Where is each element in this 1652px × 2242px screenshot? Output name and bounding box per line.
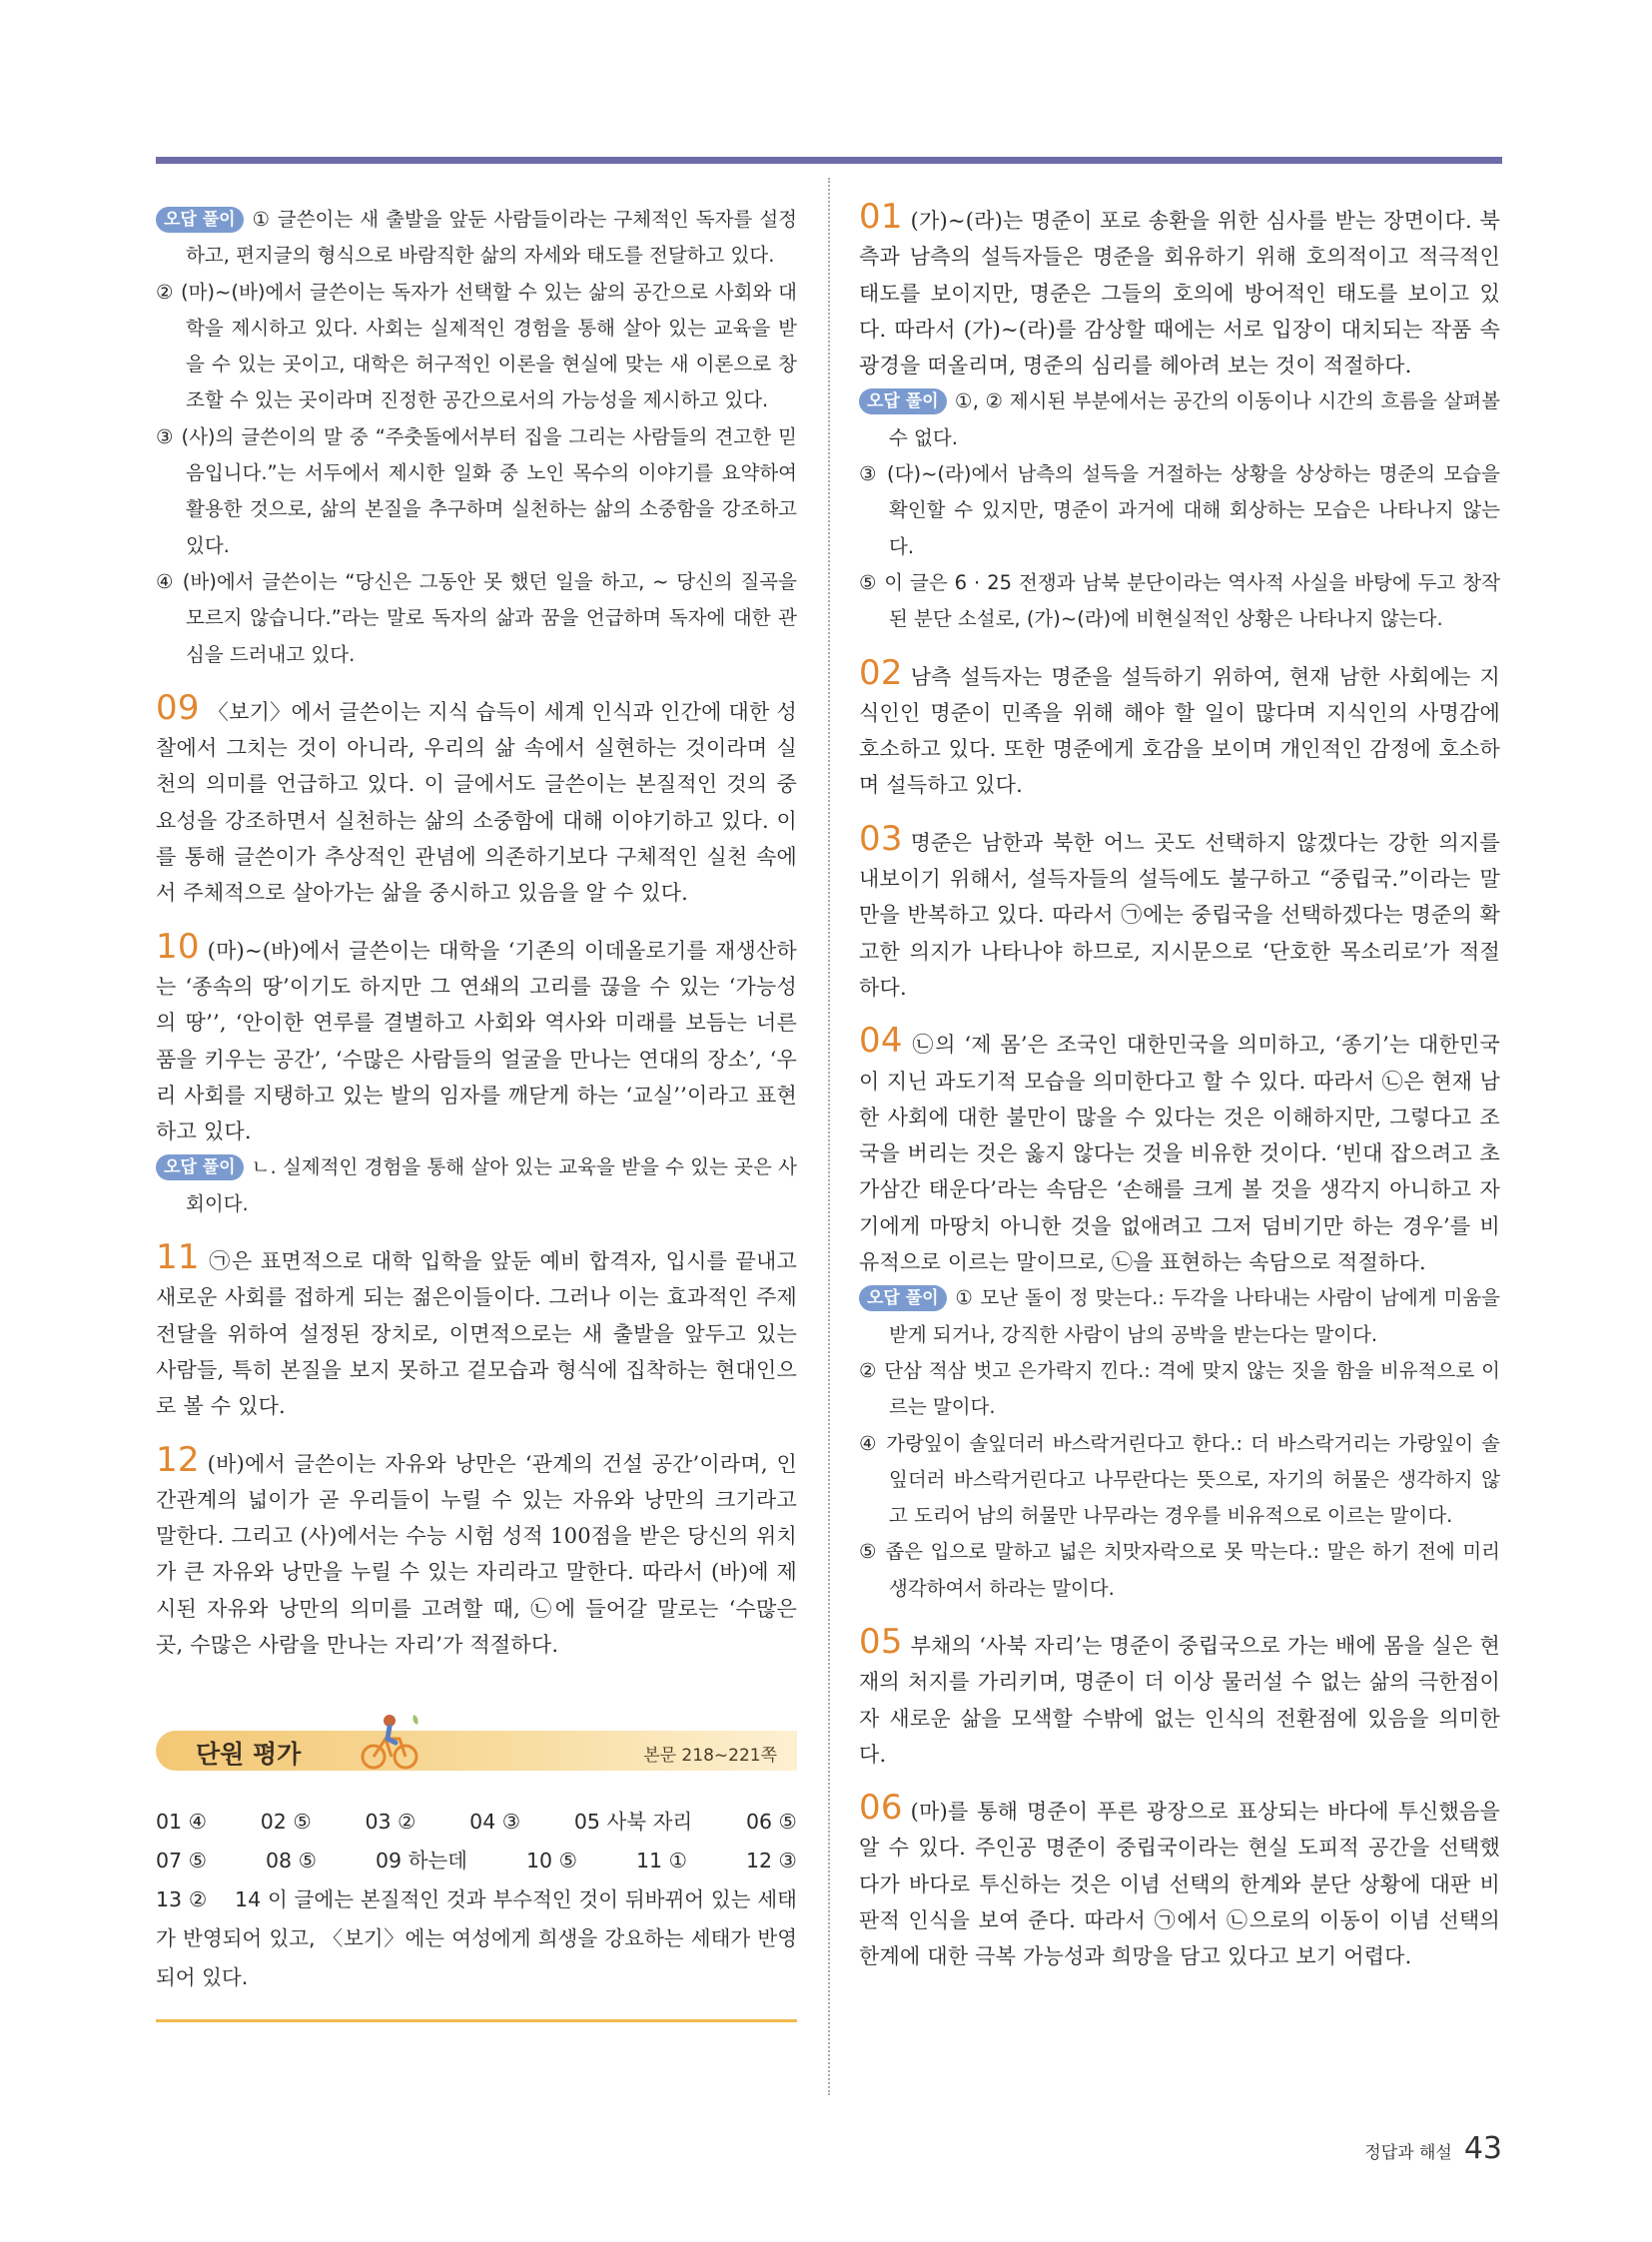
answer-04: 04 ㉡의 ‘제 몸’은 조국인 대한민국을 의미하고, ‘종기’는 대한민국이 지닌 과도기적 모습을 의미한다고 할 수 있다. 따라서 ㉡은 현재 남한 사회에 대한 불만이 많을 수 있다는 것은 이해하지만, 그렇다고 조국을 버리는 것은 옳지 않다는 것을 비유한 것이다. ‘빈대 잡으려고 초가삼간 태운다’라는 속담은 ‘손해를 크게 볼 것을 생각지 아니하고 자기에게 마땅치 아니한 것을 없애려고 그저 덤비기만 하는 경우’를 비유적으로 이르는 말이므로, ㉡을 표현하는 속담으로 적절하다. xyxy=(859,1021,1500,1275)
answer-05: 05 부채의 ‘사북 자리’는 명준이 중립국으로 가는 배에 몸을 실은 현재의 처지를 가리키며, 명준이 더 이상 물러설 수 없는 삶의 극한점이자 새로운 삶을 모색할 수밖에 없는 인식의 전환점에 있음을 의미한다. xyxy=(859,1621,1500,1767)
question-number: 12 xyxy=(156,1439,200,1480)
answer-11: 11 ㉠은 표면적으로 대학 입학을 앞둔 예비 합격자, 입시를 끝내고 새로운 사회를 접하게 되는 젊은이들이다. 그러나 이는 효과적인 주제 전달을 위하여 설정된 장치로, 이면적으로는 새 출발을 앞두고 있는 사람들, 특히 본질을 보지 못하고 겉모습과 형식에 집착하는 현대인으로 볼 수 있다. xyxy=(156,1237,797,1419)
answer-item: 11 ① xyxy=(635,1849,687,1873)
note-item: ④ (바)에서 글쓴이는 “당신은 그동안 못 했던 일을 하고, ~ 당신의 질곡을 모르지 않습니다.”라는 말로 독자의 삶과 꿈을 언급하며 독자에 대한 관심을 드러내고 있다. xyxy=(156,569,797,666)
answer-item: 04 ③ xyxy=(469,1810,521,1835)
unit-test-title: 단원 평가 xyxy=(196,1740,302,1770)
question-number: 06 xyxy=(859,1788,903,1829)
question-number: 01 xyxy=(859,197,903,237)
left-column xyxy=(156,202,797,2022)
answer-item: 05 사북 자리 xyxy=(573,1810,693,1835)
cyclist-icon xyxy=(356,1709,425,1777)
column-divider xyxy=(828,178,830,2095)
answer-02: 02 남측 설득자는 명준을 설득하기 위하여, 현재 남한 사회에는 지식인인 명준이 민족을 위해 해야 할 일이 많다며 지식인의 사명감에 호소하고 있다. 또한 명준에게 호감을 보이며 개인적인 감정에 호소하며 설득하고 있다. xyxy=(859,652,1500,798)
question-number: 05 xyxy=(859,1621,903,1662)
question-number: 10 xyxy=(156,926,200,967)
top-rule xyxy=(156,157,1502,164)
answer-01-notes xyxy=(859,383,1500,637)
right-column xyxy=(859,197,1500,1975)
answer-item: 09 하는데 xyxy=(375,1849,467,1873)
answer-01: 01 (가)~(라)는 명준이 포로 송환을 위한 심사를 받는 장면이다. 북측과 남측의 설득자들은 명준을 회유하기 위해 호의적이고 적극적인 태도를 보이지만, 명준은 그들의 호의에 방어적인 태도를 보이고 있다. 따라서 (가)~(라)를 감상할 때에는 서로 입장이 대치되는 작품 속 광경을 떠올리며, 명준의 심리를 헤아려 보는 것이 적절하다. xyxy=(859,197,1500,378)
answer-item: 08 ⑤ xyxy=(265,1849,317,1873)
wrong-answer-tag: 오답 풀이 xyxy=(859,1285,947,1311)
bottom-rule xyxy=(156,2019,797,2022)
question-number: 02 xyxy=(859,652,903,693)
question-number: 03 xyxy=(859,818,903,859)
note-item: ② 단삼 적삼 벗고 은가락지 낀다.: 격에 맞지 않는 짓을 함을 비유적으로 이르는 말이다. xyxy=(859,1358,1500,1419)
question-number: 09 xyxy=(156,687,200,728)
answer-12: 12 (바)에서 글쓴이는 자유와 낭만은 ‘관계의 건설 공간’이라며, 인간관계의 넓이가 곧 우리들이 누릴 수 있는 자유와 낭만의 크기라고 말한다. 그리고 (사)에서는 수능 시험 성적 100점을 받은 당신의 위치가 큰 자유와 낭만을 누릴 수 있는 자리라고 말한다. 따라서 (바)에 제시된 자유와 낭만의 의미를 고려할 때, ㉡에 들어갈 말로는 ‘수많은 곳, 수많은 사람을 만나는 자리’가 적절하다. xyxy=(156,1439,797,1657)
answer-item: 12 ③ xyxy=(745,1849,797,1873)
wrong-answer-tag: 오답 풀이 xyxy=(156,207,244,233)
answer-key xyxy=(156,1803,797,1997)
unit-test-banner xyxy=(156,1717,797,1777)
answer-04-notes xyxy=(859,1280,1500,1607)
note-item: 오답 풀이 ① 글쓴이는 새 출발을 앞둔 사람들이라는 구체적인 독자를 설정하고, 편지글의 형식으로 바람직한 삶의 자세와 태도를 전달하고 있다. xyxy=(156,202,797,275)
note-item: ③ (사)의 글쓴이의 말 중 “주춧돌에서부터 집을 그리는 사람들의 견고한 믿음입니다.”는 서두에서 제시한 일화 중 노인 목수의 이야기를 요약하여 활용한 것으로, 삶의 본질을 추구하며 실천하는 삶의 소중함을 강조하고 있다. xyxy=(156,424,797,557)
note-item: 오답 풀이 ① 모난 돌이 정 맞는다.: 두각을 나타내는 사람이 남에게 미움을 받게 되거나, 강직한 사람이 남의 공박을 받는다는 말이다. xyxy=(859,1280,1500,1353)
answer-item: 10 ⑤ xyxy=(525,1849,577,1873)
note-item: ② (마)~(바)에서 글쓴이는 독자가 선택할 수 있는 삶의 공간으로 사회와 대학을 제시하고 있다. 사회는 실제적인 경험을 통해 살아 있는 교육을 받을 수 있는 곳이고, 대학은 허구적인 이론을 현실에 맞는 새 이론으로 창조할 수 있는 곳이라며 진정한 공간으로서의 가능성을 제시하고 있다. xyxy=(156,280,797,412)
page-footer xyxy=(1364,2131,1502,2166)
answer-item: 02 ⑤ xyxy=(260,1810,312,1835)
answer-03: 03 명준은 남한과 북한 어느 곳도 선택하지 않겠다는 강한 의지를 내보이기 위해서, 설득자들의 설득에도 불구하고 “중립국.”이라는 말만을 반복하고 있다. 따라서 ㉠에는 중립국을 선택하겠다는 명준의 확고한 의지가 나타나야 하므로, 지시문으로 ‘단호한 목소리로’가 적절하다. xyxy=(859,818,1500,1000)
answer-item: 07 ⑤ xyxy=(156,1849,207,1873)
answer-10: 10 (마)~(바)에서 글쓴이는 대학을 ‘기존의 이데올로기를 재생산하는 ‘종속의 땅’이기도 하지만 그 연쇄의 고리를 끊을 수 있는 ‘가능성의 땅’’, ‘안이한 연루를 결별하고 사회와 역사와 미래를 보듬는 너른 품을 키우는 공간’, ‘수많은 사람들의 얼굴을 만나는 연대의 장소’, ‘우리 사회를 지탱하고 있는 발의 임자를 깨닫게 하는 ‘교실’’이라고 표현하고 있다. xyxy=(156,926,797,1144)
note-item: ④ 가랑잎이 솔잎더러 바스락거린다고 한다.: 더 바스락거리는 가랑잎이 솔잎더러 바스락거린다고 나무란다는 뜻으로, 자기의 허물은 생각하지 않고 도리어 남의 허물만 나무라는 경우를 비유적으로 이르는 말이다. xyxy=(859,1431,1500,1528)
note-item: ⑤ 좁은 입으로 말하고 넓은 치맛자락으로 못 막는다.: 말은 하기 전에 미리 생각하여서 하라는 말이다. xyxy=(859,1540,1500,1600)
answer-item: 01 ④ xyxy=(156,1810,207,1835)
note-item: ③ (다)~(라)에서 남측의 설득을 거절하는 상황을 상상하는 명준의 모습을 확인할 수 있지만, 명준이 과거에 대해 회상하는 모습은 나타나지 않는다. xyxy=(859,462,1500,558)
page-number: 43 xyxy=(1463,2131,1502,2166)
question-number: 04 xyxy=(859,1021,903,1062)
answer-09: 09 〈보기〉에서 글쓴이는 지식 습득이 세계 인식과 인간에 대한 성찰에서 그치는 것이 아니라, 우리의 삶 속에서 실현하는 것이라며 실천의 의미를 언급하고 있다. 이 글에서도 글쓴이는 본질적인 것의 중요성을 강조하면서 실천하는 삶의 소중함에 대해 이야기하고 있다. 이를 통해 글쓴이가 추상적인 관념에 의존하기보다 구체적인 실천 속에서 주체적으로 살아가는 삶을 중시하고 있음을 알 수 있다. xyxy=(156,687,797,906)
answer-06: 06 (마)를 통해 명준이 푸른 광장으로 표상되는 바다에 투신했음을 알 수 있다. 주인공 명준이 중립국이라는 현실 도피적 공간을 선택했다가 바다로 투신하는 것은 이념 선택의 한계와 분단 상황에 대판 비판적 인식을 보여 준다. 따라서 ㉠에서 ㉡으로의 이동이 이념 선택의 한계에 대한 극복 가능성과 희망을 담고 있다고 보기 어렵다. xyxy=(859,1788,1500,1969)
note-item: 오답 풀이 ①, ② 제시된 부분에서는 공간의 이동이나 시간의 흐름을 살펴볼 수 없다. xyxy=(859,383,1500,456)
note-item: ⑤ 이 글은 6 · 25 전쟁과 남북 분단이라는 역사적 사실을 바탕에 두고 창작된 분단 소설로, (가)~(라)에 비현실적인 상황은 나타나지 않는다. xyxy=(859,570,1500,631)
answer-row xyxy=(156,1842,797,1880)
answer-item: 06 ⑤ xyxy=(745,1810,797,1835)
answer-13-14: 13 ② 14 이 글에는 본질적인 것과 부수적인 것이 뒤바뀌어 있는 세태가 반영되어 있고, 〈보기〉에는 여성에게 희생을 강요하는 세태가 반영되어 있다. xyxy=(156,1887,797,1990)
answer-10-note xyxy=(156,1149,797,1222)
footer-label: 정답과 해설 xyxy=(1364,2143,1452,2163)
wrong-answer-tag: 오답 풀이 xyxy=(859,388,947,414)
question-number: 11 xyxy=(156,1237,200,1278)
answer-row xyxy=(156,1803,797,1842)
intro-notes xyxy=(156,202,797,673)
wrong-answer-tag: 오답 풀이 xyxy=(156,1154,244,1180)
answer-item: 03 ② xyxy=(365,1810,416,1835)
unit-test-pages: 본문 218~221쪽 xyxy=(643,1746,777,1767)
note-item: 오답 풀이 ㄴ. 실제적인 경험을 통해 살아 있는 교육을 받을 수 있는 곳은 사회이다. xyxy=(156,1149,797,1222)
